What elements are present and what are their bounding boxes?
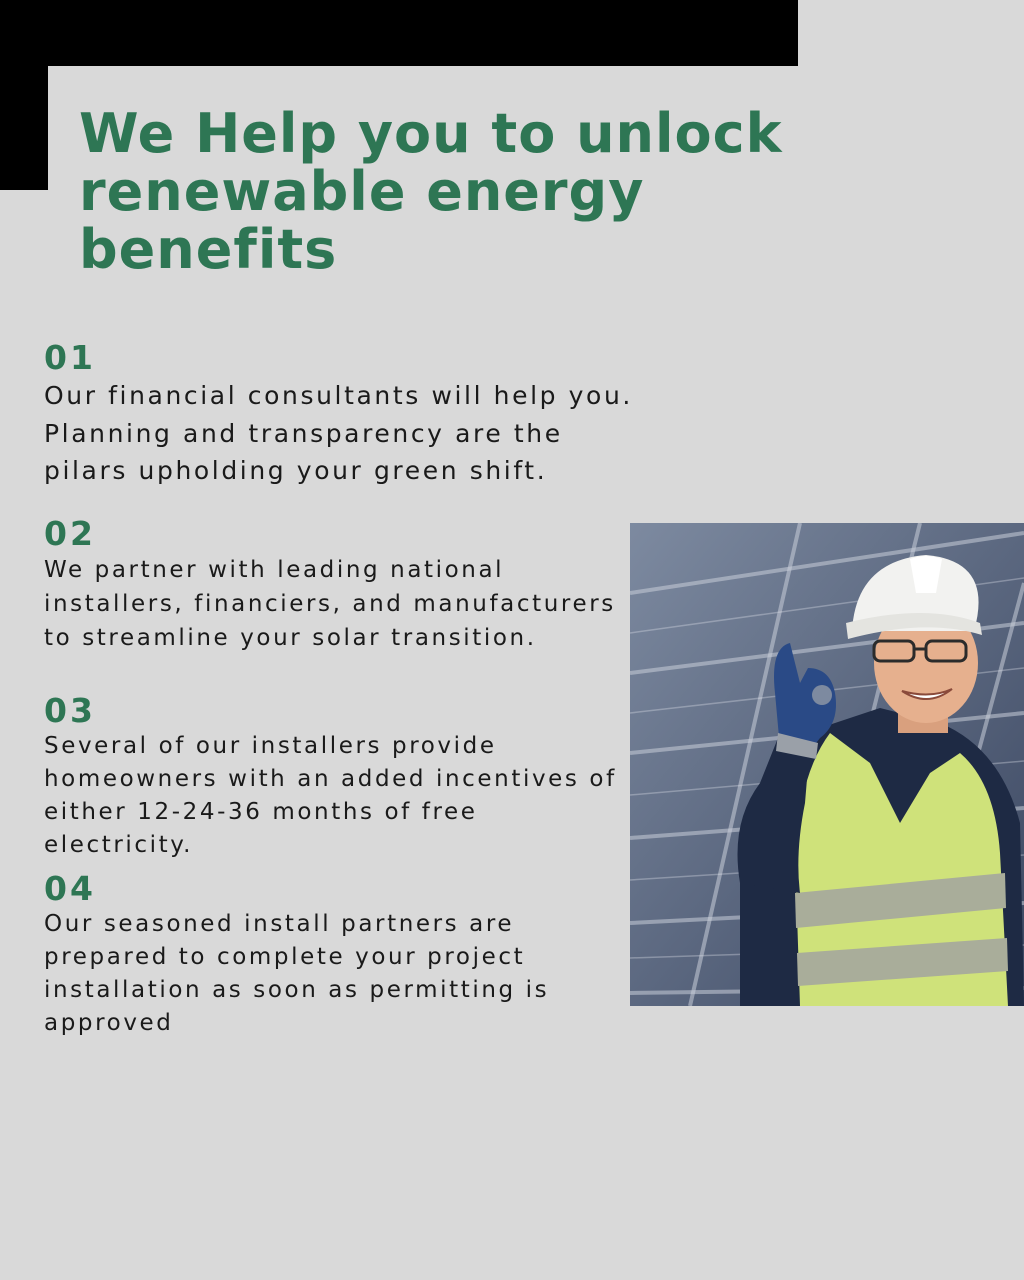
step-number: 01: [44, 338, 96, 377]
decorative-black-bar-left: [0, 0, 48, 190]
decorative-black-bar-top: [0, 0, 798, 66]
step-item-04: [44, 870, 624, 1040]
solar-worker-photo: [630, 523, 1024, 1006]
step-item-02: [44, 515, 624, 655]
step-description: We partner with leading national installers, financiers, and manufacturers to streamline your solar transition.: [44, 557, 616, 651]
step-item-03: [44, 692, 624, 862]
step-description: Several of our installers provide homeowners with an added incentives of either 12-24-36 months of free electricity.: [44, 733, 617, 858]
step-item-01: [44, 339, 654, 490]
step-description: Our seasoned install partners are prepared to complete your project installation as soon as permitting is approved: [44, 911, 550, 1036]
page-headline: We Help you to unlock renewable energy benefits: [79, 102, 783, 281]
step-number: 02: [44, 514, 96, 553]
step-number: 03: [44, 691, 96, 730]
step-number: 04: [44, 869, 96, 908]
step-description: Our financial consultants will help you. Planning and transparency are the pilars upholding your green shift.: [44, 381, 633, 485]
